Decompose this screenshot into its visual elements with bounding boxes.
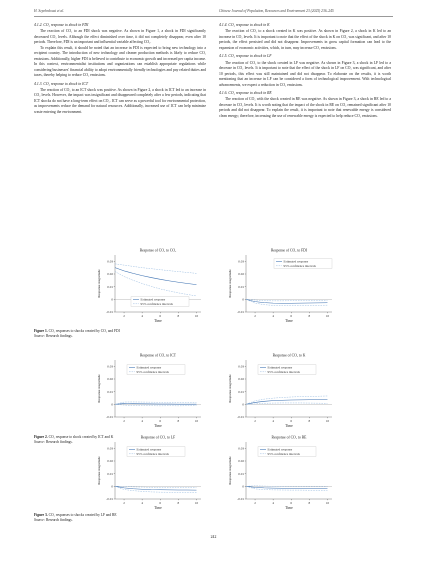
paragraph-k: The reaction of CO₂ to a shock created in K was positive. As shown in Figure 2, a shock in K led to an increase in CO₂ levels. It is important to note that the effect of the shock in K on CO₂ was significant, and after 10 periods, the effect persisted and did not disappear. Improvements in gross capital formation can lead to the expansion of economic activities, which, in turn, may increase CO₂ emissions.: [219, 29, 391, 50]
legend-label-ci: 95% confidence intervals: [140, 302, 173, 306]
chart-svg: [226, 351, 341, 431]
chart-co2-to-ict: [95, 351, 210, 431]
x-tick-label: 8: [177, 501, 180, 505]
x-tick-label: 8: [308, 501, 311, 505]
x-tick-label: 2: [123, 314, 125, 318]
x-tick-label: 10: [325, 501, 330, 505]
section-heading-ict: 4.1.3. CO₂ response to shock in ICT: [34, 81, 88, 86]
y-axis-label: Response magnitude: [97, 456, 101, 485]
paragraph-re: The reaction of CO₂ with the shock created in RE was negative. As shown in Figure 3, a shock in RE led to a decrease in CO₂ levels. It is worth noting that the impact of the shock in RE on CO₂ remained significant after 10 periods and did not disappear. To explain the result, it is important to note that renewable energy is considered clean energy; therefore, increasing the use of renewable energy is expected to help reduce CO₂ emissions.: [219, 97, 391, 118]
y-tick-label: 0.03: [107, 446, 113, 451]
y-tick-label: 0.02: [238, 377, 244, 382]
figure-1-source: Research findings.: [45, 333, 73, 338]
x-axis-label: Time: [154, 319, 162, 323]
chart-title: Response of CO₂ to FDI: [270, 248, 308, 253]
y-tick-label: 0.02: [107, 459, 113, 464]
x-tick-label: 10: [325, 314, 330, 318]
figure-3-label: Figure 3.: [34, 513, 48, 517]
section-heading-fdi: 4.1.2. CO₂ response to shock in FDI: [34, 23, 89, 27]
legend-label-ci: 95% confidence intervals: [283, 264, 316, 268]
legend-label-estimate: Estimated response: [140, 297, 166, 302]
x-tick-label: 8: [308, 419, 311, 423]
y-tick-label: 0: [111, 297, 113, 302]
chart-co2-to-co2: [95, 246, 210, 326]
section-heading-k: 4.1.4. CO₂ response to shock in K: [219, 23, 270, 27]
chart-svg: [95, 433, 210, 513]
legend-label-estimate: Estimated response: [267, 447, 293, 452]
ci-lower-line: [115, 271, 196, 295]
y-tick-label: -0.01: [106, 310, 113, 315]
x-tick-label: 2: [123, 419, 125, 423]
x-tick-label: 6: [159, 314, 162, 318]
chart-title: Response of CO₂ to K: [272, 353, 306, 358]
x-axis-label: Time: [154, 424, 162, 428]
y-tick-label: 0: [242, 297, 244, 302]
x-tick-label: 2: [254, 314, 256, 318]
legend-label-ci: 95% confidence intervals: [136, 452, 169, 456]
chart-co2-to-k: [226, 351, 341, 431]
figure-2-text: CO₂ response to shock created by ICT and K: [48, 435, 114, 439]
figure-2-source: Research findings.: [45, 439, 73, 444]
legend-label-ci: 95% confidence intervals: [136, 370, 169, 374]
x-axis-label: Time: [285, 506, 293, 510]
chart-co2-to-re: [226, 433, 341, 513]
y-tick-label: 0.01: [107, 471, 113, 476]
x-axis-label: Time: [285, 424, 293, 428]
y-tick-label: 0: [242, 484, 244, 489]
x-tick-label: 6: [290, 501, 293, 505]
left-column: [34, 23, 206, 115]
y-tick-label: 0.03: [238, 259, 244, 264]
x-tick-label: 10: [194, 501, 199, 505]
figure-2-source-label: Source:: [34, 439, 46, 444]
estimated-response-line: [246, 400, 327, 405]
y-tick-label: 0.03: [107, 364, 113, 369]
y-tick-label: -0.01: [237, 310, 244, 315]
chart-title: Response of CO₂ to ICT: [139, 353, 177, 358]
chart-title: Response of CO₂ to LF: [140, 435, 176, 440]
y-axis-label: Response magnitude: [228, 456, 232, 485]
x-tick-label: 6: [290, 419, 293, 423]
x-tick-label: 2: [254, 419, 256, 423]
x-tick-label: 4: [141, 419, 143, 423]
figure-1-source-label: Source:: [34, 333, 46, 338]
y-tick-label: -0.01: [237, 415, 244, 420]
estimated-response-line: [246, 486, 327, 488]
paragraph-fdi-1: The reaction of CO₂ to an FDI shock was negative. As shown in Figure 1, a shock in FDI significantly decreased CO₂ levels. Although the effect diminished over time, it did not completely disappear, even after 10 periods. Therefore, FDI is an important and influential variable affecting CO₂.: [34, 29, 206, 45]
x-tick-label: 10: [194, 419, 199, 423]
y-tick-label: -0.01: [237, 497, 244, 502]
y-tick-label: 0.02: [238, 272, 244, 277]
legend-label-ci: 95% confidence intervals: [267, 452, 300, 456]
legend-label-estimate: Estimated response: [267, 365, 293, 370]
running-header-authors: H. Sepehrdoust et al.: [34, 9, 65, 13]
chart-svg: [95, 351, 210, 431]
running-header-journal: Chinese Journal of Population, Resources and Environment 23 (2025) 236–245: [219, 9, 334, 13]
figure-1-caption: [34, 329, 393, 339]
chart-svg: [95, 246, 210, 326]
x-tick-label: 10: [194, 314, 199, 318]
right-column: [219, 23, 391, 119]
ci-lower-line: [246, 299, 327, 305]
chart-title: Response of CO₂ to RE: [271, 435, 307, 440]
y-tick-label: 0.02: [107, 377, 113, 382]
x-tick-label: 10: [325, 419, 330, 423]
legend-label-estimate: Estimated response: [136, 447, 162, 452]
figure-1-text: CO₂ responses to shocks created by CO₂ and FDI: [48, 329, 120, 333]
y-tick-label: 0: [242, 402, 244, 407]
x-tick-label: 2: [123, 501, 125, 505]
y-tick-label: -0.01: [106, 497, 113, 502]
legend-label-estimate: Estimated response: [136, 365, 162, 370]
ci-upper-line: [115, 486, 196, 487]
legend-label-estimate: Estimated response: [283, 259, 309, 264]
figure-3-text: CO₂ responses to shocks created by LF and RE: [48, 513, 117, 517]
x-tick-label: 4: [141, 501, 143, 505]
y-axis-label: Response magnitude: [97, 374, 101, 403]
section-heading-re: 4.1.6. CO₂ response to shock in RE: [219, 90, 272, 95]
figure-3-source: Research findings.: [45, 517, 73, 522]
chart-title: Response of CO₂ to CO₂: [139, 248, 177, 253]
ci-lower-line: [246, 403, 327, 404]
figure-3-source-label: Source:: [34, 517, 46, 522]
y-tick-label: 0.03: [238, 364, 244, 369]
y-tick-label: 0.02: [107, 272, 113, 277]
y-axis-label: Response magnitude: [228, 374, 232, 403]
y-tick-label: 0: [111, 484, 113, 489]
chart-svg: [226, 433, 341, 513]
y-tick-label: 0: [111, 402, 113, 407]
legend-label-ci: 95% confidence intervals: [267, 370, 300, 374]
section-heading-lf: 4.1.5. CO₂ response to shock in LF: [219, 54, 272, 59]
y-tick-label: 0.03: [238, 446, 244, 451]
chart-co2-to-lf: [95, 433, 210, 513]
y-tick-label: 0.01: [238, 389, 244, 394]
x-tick-label: 2: [254, 501, 256, 505]
paragraph-fdi-2: To explain this result, it should be noted that an increase in FDI is expected to bring new technology into a recipient country. The introduction of new technology and cleaner production methods is likely to reduce CO₂ emissions. Additionally, higher FDI is believed to contribute to economic growth and increased per capita income. In this context, environmentalist institutions and organizations can establish appropriate regulations while considering businesses' financial ability to adopt environmentally friendly technologies and pay related duties and taxes, thereby helping to reduce CO₂ emissions.: [34, 45, 206, 78]
paragraph-ict: The reaction of CO₂ to an ICT shock was positive. As shown in Figure 2, a shock in ICT led to an increase in CO₂ levels. However, the impact was insignificant and disappeared completely after a few periods, indicating that ICT shocks do not have a long-term effect on CO₂. ICT can serve as a powerful tool for environmental protection, as improvements reduce the demand for natural resources. Additionally, increased use of ICT can help minimize waste entering the environment.: [34, 87, 206, 114]
y-tick-label: 0.01: [238, 471, 244, 476]
x-tick-label: 6: [159, 419, 162, 423]
chart-svg: [226, 246, 341, 326]
y-axis-label: Response magnitude: [97, 269, 101, 298]
y-tick-label: 0.01: [238, 284, 244, 289]
x-tick-label: 4: [272, 501, 274, 505]
x-tick-label: 4: [272, 419, 274, 423]
y-tick-label: 0.02: [238, 459, 244, 464]
paragraph-lf: The reaction of CO₂ to the shock created in LF was negative. As shown in Figure 3, a shock in LF led to a decrease in CO₂ levels. It is important to note that the effect of the shock in LF on CO₂ was significant, and after 10 periods, this effect was still maintained and did not disappear. To elaborate on the results, it is worth mentioning that an increase in LF can be considered a form of technological improvement. With technological advancements, we expect a reduction in CO₂ emissions.: [219, 60, 391, 87]
figure-3-caption: [34, 513, 393, 523]
y-axis-label: Response magnitude: [228, 269, 232, 298]
estimated-response-line: [246, 299, 327, 303]
y-tick-label: -0.01: [106, 415, 113, 420]
x-tick-label: 6: [290, 314, 293, 318]
x-tick-label: 6: [159, 501, 162, 505]
estimated-response-line: [115, 268, 196, 285]
ci-lower-line: [115, 404, 196, 406]
y-tick-label: 0.01: [107, 389, 113, 394]
x-tick-label: 8: [308, 314, 311, 318]
estimated-response-line: [115, 486, 196, 490]
x-tick-label: 8: [177, 314, 180, 318]
y-tick-label: 0.01: [107, 284, 113, 289]
page-number: 242: [210, 535, 217, 539]
chart-co2-to-fdi: [226, 246, 341, 326]
x-axis-label: Time: [285, 319, 293, 323]
figure-1-label: Figure 1.: [34, 329, 48, 333]
x-tick-label: 4: [141, 314, 143, 318]
figure-2-label: Figure 2.: [34, 435, 48, 439]
y-tick-label: 0.03: [107, 259, 113, 264]
x-tick-label: 4: [272, 314, 274, 318]
x-axis-label: Time: [154, 506, 162, 510]
x-tick-label: 8: [177, 419, 180, 423]
ci-upper-line: [246, 299, 327, 301]
